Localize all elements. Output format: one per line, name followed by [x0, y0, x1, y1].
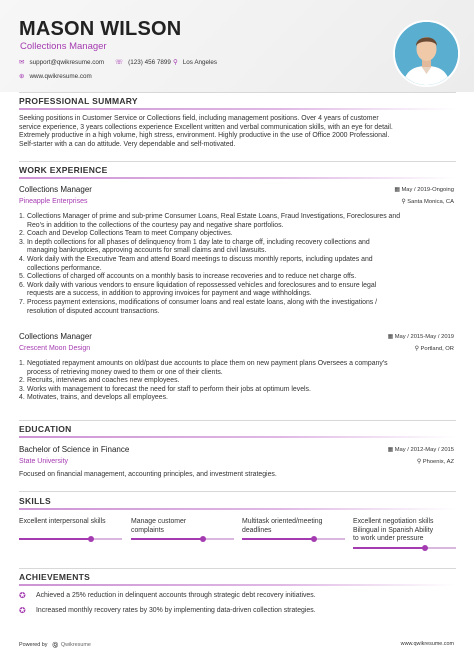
summary-accent-line: [19, 108, 456, 110]
education-divider: [19, 420, 456, 421]
location-icon: ⚲: [173, 59, 178, 66]
education-accent-line: [19, 436, 456, 438]
skills-heading: SKILLS: [19, 496, 52, 506]
list-item: 4. Work daily with the Executive Team and attend Board meetings to discuss monthly reports, including updates and collections performance.: [19, 255, 373, 272]
location-pin-icon: ⚲: [416, 459, 422, 465]
footer-powered-by: Powered by Ⓠ Qwikresume: [19, 642, 91, 649]
email-contact[interactable]: [19, 58, 104, 66]
trophy-icon: ✪: [19, 591, 26, 600]
achievement-item-1: ✪ Achieved a 25% reduction in delinquent accounts through strategic debt recovery initiatives.: [19, 591, 316, 600]
footer-url[interactable]: www.qwikresume.com: [400, 641, 454, 647]
skill-bar-dot: [422, 545, 428, 551]
education-location: ⚲ Phoenix, AZ: [416, 459, 454, 465]
candidate-name: MASON WILSON: [19, 18, 182, 40]
trophy-icon: ✪: [19, 606, 26, 615]
skill-bar-3: [242, 538, 345, 540]
skill-bar-dot: [311, 536, 317, 542]
list-item: 7. Process payment extensions, modifications of consumer loans and real estate loans, along with the investigations / resolution of disputed account transactions.: [19, 298, 378, 315]
candidate-title: Collections Manager: [20, 41, 107, 52]
job-dates-1: ▦ May / 2019-Ongoing: [394, 187, 454, 193]
skills-divider: [19, 491, 456, 492]
job-title-2: Collections Manager: [19, 332, 92, 341]
achievement-item-2: ✪ Increased monthly recovery rates by 30% by implementing data-driven collection strategies.: [19, 606, 316, 615]
location-pin-icon: ⚲: [414, 346, 419, 352]
skill-bar-dot: [200, 536, 206, 542]
calendar-icon: ▦: [387, 334, 394, 340]
skill-item-3: Multitask oriented/meeting deadlines: [242, 518, 323, 534]
skill-item-2: Manage customer complaints: [131, 518, 187, 534]
job-bullets-1: [19, 213, 451, 316]
calendar-icon: ▦: [387, 447, 394, 453]
location-text: Los Angeles: [182, 58, 218, 66]
education-description: Focused on financial management, accounting principles, and investment strategies.: [19, 471, 277, 478]
email-text: support@qwikresume.com: [29, 58, 105, 66]
experience-accent-line: [19, 177, 456, 179]
skill-bar-fill: [131, 538, 203, 540]
phone-text: (123) 456 7899: [128, 58, 171, 66]
website-text: www.qwikresume.com: [29, 72, 92, 80]
education-degree: Bachelor of Science in Finance: [19, 445, 130, 454]
list-item: 2. Recruits, interviews and coaches new employees.: [19, 377, 180, 385]
job-location-1: ⚲ Santa Monica, CA: [401, 199, 454, 205]
phone-contact[interactable]: [115, 58, 171, 66]
qwikresume-logo-icon: Ⓠ: [52, 643, 58, 649]
website-contact[interactable]: [19, 72, 92, 80]
job-dates-2: ▦ May / 2015-May / 2019: [387, 334, 454, 340]
location-contact: [173, 58, 217, 66]
list-item: 3. Works with management to forecast the need for staff to perform their jobs at optimum levels.: [19, 385, 311, 393]
skill-bar-fill: [19, 538, 91, 540]
education-school: State University: [19, 458, 69, 465]
brand-name: Qwikresume: [60, 642, 91, 648]
education-heading: EDUCATION: [19, 424, 72, 434]
skill-item-1: Excellent interpersonal skills: [19, 518, 106, 525]
skill-bar-4: [353, 547, 456, 549]
summary-divider: [19, 92, 456, 93]
link-icon: ⊕: [19, 73, 25, 80]
job-location-2: ⚲ Portland, OR: [414, 346, 454, 352]
email-icon: ✉: [19, 59, 25, 66]
profile-photo: [393, 20, 460, 87]
calendar-icon: ▦: [394, 187, 400, 193]
experience-divider: [19, 161, 456, 162]
skill-bar-2: [131, 538, 234, 540]
summary-heading: PROFESSIONAL SUMMARY: [19, 96, 138, 106]
phone-icon: ☏: [115, 59, 124, 66]
achievements-accent-line: [19, 584, 456, 586]
job-title-1: Collections Manager: [19, 185, 92, 194]
job-bullets-2: [19, 360, 451, 403]
job-company-1: Pineapple Enterprises: [19, 198, 88, 205]
skill-bar-1: [19, 538, 122, 540]
list-item: 6. Work daily with various vendors to ensure liquidation of repossessed vehicles and foreclosures and to ensure legal requests are a success, in addition to approving invoices for payment and wage withholdings.: [19, 281, 377, 298]
skill-item-4: Excellent negotiation skills Bilingual in Spanish Ability to work under pressure: [353, 518, 434, 543]
location-pin-icon: ⚲: [401, 199, 406, 205]
skills-accent-line: [19, 508, 456, 510]
skill-bar-fill: [353, 547, 425, 549]
list-item: 3. In depth collections for all phases of delinquency from 1 day late to charge off, including recovery collections and managing bankruptcies, approving accounts for small claims and civil lawsuits.: [19, 238, 370, 255]
list-item: 4. Motivates, trains, and develops all employees.: [19, 394, 168, 402]
achievements-heading: ACHIEVEMENTS: [19, 572, 91, 582]
job-company-2: Crescent Moon Design: [19, 345, 91, 352]
experience-heading: WORK EXPERIENCE: [19, 165, 108, 175]
list-item: 1. Collections Manager of prime and sub-prime Consumer Loans, Real Estate Loans, Fraud Investigations, Foreclosures and Reo's in addition to the collections of the courtesy pay and negative share portfolios.: [19, 213, 401, 229]
achievements-divider: [19, 568, 456, 569]
skill-bar-fill: [242, 538, 314, 540]
list-item: 5. Collections of charged off accounts on a monthly basis to increase recoveries and to reduce net charge offs.: [19, 273, 357, 281]
profile-photo-graphic: [395, 22, 458, 85]
list-item: 1. Negotiated repayment amounts on old/past due accounts to place them on new payment plans Oversees a company's process of retrieving money owed to them or one of their clients.: [19, 360, 388, 376]
skill-bar-dot: [88, 536, 94, 542]
education-dates: ▦ May / 2012-May / 2015: [387, 447, 454, 453]
list-item: 2. Coach and Develop Collections Team to meet Company objectives.: [19, 230, 233, 238]
summary-text: Seeking positions in Customer Service or Collections field, including management positions. Over 4 years of customer service experience, 3 years collections experience Excellent written and verbal communication skills, with an eye for detail. Extremely productive in a high volume, high stress, environment. Highly productive in the use of Office 2000 Professional. Self-starter with a can do attitude. Very dependable and self-motivated.: [19, 115, 393, 148]
